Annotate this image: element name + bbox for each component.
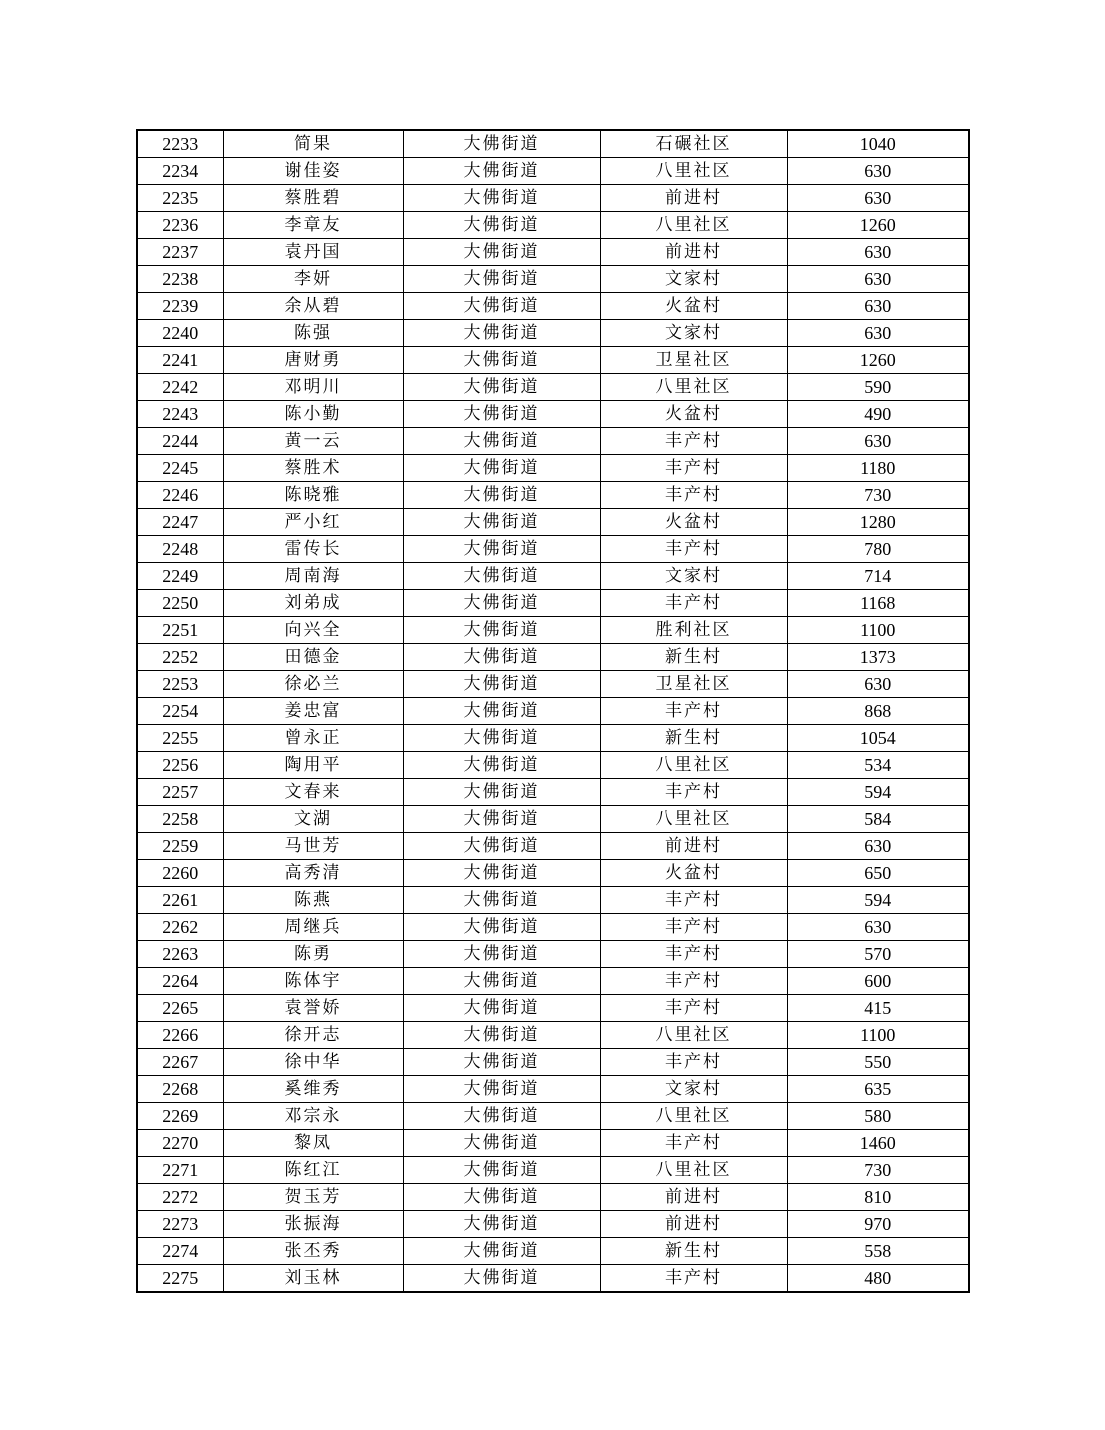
row-number-cell: 2233	[137, 130, 223, 158]
row-number-cell: 2236	[137, 212, 223, 239]
row-number-cell: 2269	[137, 1103, 223, 1130]
name-cell: 曾永正	[223, 725, 403, 752]
row-number-cell: 2259	[137, 833, 223, 860]
row-number-cell: 2256	[137, 752, 223, 779]
community-cell: 八里社区	[600, 374, 787, 401]
street-cell: 大佛街道	[403, 1103, 600, 1130]
street-cell: 大佛街道	[403, 1022, 600, 1049]
street-cell: 大佛街道	[403, 698, 600, 725]
table-row	[137, 536, 969, 563]
amount-cell: 1260	[787, 212, 969, 239]
street-cell: 大佛街道	[403, 806, 600, 833]
table-row	[137, 1103, 969, 1130]
name-cell: 周继兵	[223, 914, 403, 941]
table-row	[137, 1022, 969, 1049]
amount-cell: 630	[787, 158, 969, 185]
name-cell: 陈晓雅	[223, 482, 403, 509]
amount-cell: 630	[787, 914, 969, 941]
amount-cell: 630	[787, 185, 969, 212]
row-number-cell: 2273	[137, 1211, 223, 1238]
street-cell: 大佛街道	[403, 455, 600, 482]
community-cell: 丰产村	[600, 455, 787, 482]
street-cell: 大佛街道	[403, 401, 600, 428]
name-cell: 袁丹国	[223, 239, 403, 266]
street-cell: 大佛街道	[403, 725, 600, 752]
row-number-cell: 2251	[137, 617, 223, 644]
name-cell: 邓宗永	[223, 1103, 403, 1130]
row-number-cell: 2263	[137, 941, 223, 968]
amount-cell: 534	[787, 752, 969, 779]
table-row	[137, 698, 969, 725]
table-row	[137, 347, 969, 374]
street-cell: 大佛街道	[403, 1238, 600, 1265]
amount-cell: 558	[787, 1238, 969, 1265]
row-number-cell: 2257	[137, 779, 223, 806]
community-cell: 卫星社区	[600, 671, 787, 698]
table-row	[137, 995, 969, 1022]
name-cell: 张振海	[223, 1211, 403, 1238]
table-row	[137, 401, 969, 428]
street-cell: 大佛街道	[403, 1157, 600, 1184]
amount-cell: 630	[787, 266, 969, 293]
community-cell: 文家村	[600, 563, 787, 590]
name-cell: 刘玉林	[223, 1265, 403, 1293]
community-cell: 胜利社区	[600, 617, 787, 644]
amount-cell: 868	[787, 698, 969, 725]
street-cell: 大佛街道	[403, 995, 600, 1022]
table-row	[137, 644, 969, 671]
amount-cell: 630	[787, 320, 969, 347]
name-cell: 严小红	[223, 509, 403, 536]
street-cell: 大佛街道	[403, 293, 600, 320]
name-cell: 田德金	[223, 644, 403, 671]
community-cell: 丰产村	[600, 941, 787, 968]
street-cell: 大佛街道	[403, 752, 600, 779]
street-cell: 大佛街道	[403, 779, 600, 806]
community-cell: 石碾社区	[600, 130, 787, 158]
community-cell: 火盆村	[600, 293, 787, 320]
row-number-cell: 2266	[137, 1022, 223, 1049]
table-row	[137, 860, 969, 887]
street-cell: 大佛街道	[403, 212, 600, 239]
street-cell: 大佛街道	[403, 158, 600, 185]
name-cell: 徐中华	[223, 1049, 403, 1076]
street-cell: 大佛街道	[403, 590, 600, 617]
row-number-cell: 2271	[137, 1157, 223, 1184]
amount-cell: 630	[787, 671, 969, 698]
community-cell: 丰产村	[600, 995, 787, 1022]
name-cell: 向兴全	[223, 617, 403, 644]
amount-cell: 730	[787, 482, 969, 509]
amount-cell: 1280	[787, 509, 969, 536]
community-cell: 新生村	[600, 1238, 787, 1265]
name-cell: 余从碧	[223, 293, 403, 320]
community-cell: 丰产村	[600, 536, 787, 563]
name-cell: 袁誉娇	[223, 995, 403, 1022]
street-cell: 大佛街道	[403, 1211, 600, 1238]
table-body	[137, 130, 969, 1292]
street-cell: 大佛街道	[403, 941, 600, 968]
row-number-cell: 2258	[137, 806, 223, 833]
row-number-cell: 2246	[137, 482, 223, 509]
table-row	[137, 914, 969, 941]
community-cell: 八里社区	[600, 1022, 787, 1049]
community-cell: 文家村	[600, 266, 787, 293]
street-cell: 大佛街道	[403, 968, 600, 995]
amount-cell: 600	[787, 968, 969, 995]
name-cell: 邓明川	[223, 374, 403, 401]
name-cell: 陈红江	[223, 1157, 403, 1184]
amount-cell: 780	[787, 536, 969, 563]
row-number-cell: 2234	[137, 158, 223, 185]
amount-cell: 415	[787, 995, 969, 1022]
community-cell: 火盆村	[600, 401, 787, 428]
community-cell: 火盆村	[600, 860, 787, 887]
row-number-cell: 2261	[137, 887, 223, 914]
amount-cell: 480	[787, 1265, 969, 1293]
amount-cell: 550	[787, 1049, 969, 1076]
name-cell: 黄一云	[223, 428, 403, 455]
row-number-cell: 2241	[137, 347, 223, 374]
amount-cell: 1100	[787, 1022, 969, 1049]
name-cell: 陈强	[223, 320, 403, 347]
name-cell: 李妍	[223, 266, 403, 293]
row-number-cell: 2260	[137, 860, 223, 887]
amount-cell: 1460	[787, 1130, 969, 1157]
street-cell: 大佛街道	[403, 320, 600, 347]
row-number-cell: 2265	[137, 995, 223, 1022]
community-cell: 前进村	[600, 1211, 787, 1238]
name-cell: 文湖	[223, 806, 403, 833]
row-number-cell: 2248	[137, 536, 223, 563]
row-number-cell: 2247	[137, 509, 223, 536]
name-cell: 文春来	[223, 779, 403, 806]
name-cell: 蔡胜碧	[223, 185, 403, 212]
table-row	[137, 212, 969, 239]
amount-cell: 810	[787, 1184, 969, 1211]
table-row	[137, 320, 969, 347]
table-row	[137, 428, 969, 455]
name-cell: 唐财勇	[223, 347, 403, 374]
table-row	[137, 833, 969, 860]
street-cell: 大佛街道	[403, 914, 600, 941]
amount-cell: 1168	[787, 590, 969, 617]
community-cell: 八里社区	[600, 1103, 787, 1130]
community-cell: 丰产村	[600, 482, 787, 509]
table-row	[137, 590, 969, 617]
community-cell: 新生村	[600, 644, 787, 671]
amount-cell: 490	[787, 401, 969, 428]
row-number-cell: 2243	[137, 401, 223, 428]
street-cell: 大佛街道	[403, 374, 600, 401]
data-table	[136, 129, 970, 1293]
street-cell: 大佛街道	[403, 428, 600, 455]
name-cell: 李章友	[223, 212, 403, 239]
table-row	[137, 158, 969, 185]
street-cell: 大佛街道	[403, 1265, 600, 1293]
community-cell: 丰产村	[600, 1265, 787, 1293]
name-cell: 陈小勤	[223, 401, 403, 428]
name-cell: 刘弟成	[223, 590, 403, 617]
row-number-cell: 2239	[137, 293, 223, 320]
row-number-cell: 2252	[137, 644, 223, 671]
amount-cell: 630	[787, 239, 969, 266]
table-row	[137, 887, 969, 914]
street-cell: 大佛街道	[403, 509, 600, 536]
street-cell: 大佛街道	[403, 239, 600, 266]
amount-cell: 584	[787, 806, 969, 833]
table-row	[137, 1265, 969, 1293]
community-cell: 卫星社区	[600, 347, 787, 374]
street-cell: 大佛街道	[403, 833, 600, 860]
row-number-cell: 2250	[137, 590, 223, 617]
amount-cell: 635	[787, 1076, 969, 1103]
street-cell: 大佛街道	[403, 1130, 600, 1157]
amount-cell: 570	[787, 941, 969, 968]
name-cell: 陶用平	[223, 752, 403, 779]
table-row	[137, 1238, 969, 1265]
street-cell: 大佛街道	[403, 347, 600, 374]
street-cell: 大佛街道	[403, 860, 600, 887]
street-cell: 大佛街道	[403, 1184, 600, 1211]
amount-cell: 1040	[787, 130, 969, 158]
community-cell: 八里社区	[600, 212, 787, 239]
name-cell: 周南海	[223, 563, 403, 590]
row-number-cell: 2272	[137, 1184, 223, 1211]
name-cell: 徐开志	[223, 1022, 403, 1049]
name-cell: 陈体宇	[223, 968, 403, 995]
table-row	[137, 779, 969, 806]
row-number-cell: 2255	[137, 725, 223, 752]
amount-cell: 580	[787, 1103, 969, 1130]
name-cell: 蔡胜术	[223, 455, 403, 482]
table-row	[137, 1184, 969, 1211]
community-cell: 火盆村	[600, 509, 787, 536]
street-cell: 大佛街道	[403, 563, 600, 590]
name-cell: 奚维秀	[223, 1076, 403, 1103]
row-number-cell: 2264	[137, 968, 223, 995]
table-row	[137, 671, 969, 698]
community-cell: 丰产村	[600, 698, 787, 725]
table-row	[137, 806, 969, 833]
amount-cell: 630	[787, 428, 969, 455]
street-cell: 大佛街道	[403, 1076, 600, 1103]
street-cell: 大佛街道	[403, 617, 600, 644]
name-cell: 姜忠富	[223, 698, 403, 725]
row-number-cell: 2262	[137, 914, 223, 941]
street-cell: 大佛街道	[403, 887, 600, 914]
amount-cell: 1100	[787, 617, 969, 644]
street-cell: 大佛街道	[403, 1049, 600, 1076]
amount-cell: 650	[787, 860, 969, 887]
community-cell: 新生村	[600, 725, 787, 752]
street-cell: 大佛街道	[403, 185, 600, 212]
street-cell: 大佛街道	[403, 536, 600, 563]
community-cell: 八里社区	[600, 158, 787, 185]
amount-cell: 730	[787, 1157, 969, 1184]
row-number-cell: 2237	[137, 239, 223, 266]
community-cell: 八里社区	[600, 1157, 787, 1184]
row-number-cell: 2254	[137, 698, 223, 725]
name-cell: 马世芳	[223, 833, 403, 860]
row-number-cell: 2274	[137, 1238, 223, 1265]
name-cell: 贺玉芳	[223, 1184, 403, 1211]
row-number-cell: 2238	[137, 266, 223, 293]
community-cell: 前进村	[600, 239, 787, 266]
row-number-cell: 2275	[137, 1265, 223, 1293]
community-cell: 丰产村	[600, 779, 787, 806]
name-cell: 陈勇	[223, 941, 403, 968]
community-cell: 丰产村	[600, 1049, 787, 1076]
amount-cell: 970	[787, 1211, 969, 1238]
table-row	[137, 617, 969, 644]
community-cell: 前进村	[600, 1184, 787, 1211]
community-cell: 文家村	[600, 320, 787, 347]
street-cell: 大佛街道	[403, 644, 600, 671]
table-row	[137, 752, 969, 779]
name-cell: 徐必兰	[223, 671, 403, 698]
community-cell: 文家村	[600, 1076, 787, 1103]
table-row	[137, 1211, 969, 1238]
name-cell: 简果	[223, 130, 403, 158]
street-cell: 大佛街道	[403, 671, 600, 698]
community-cell: 丰产村	[600, 428, 787, 455]
name-cell: 谢佳姿	[223, 158, 403, 185]
community-cell: 前进村	[600, 833, 787, 860]
amount-cell: 630	[787, 833, 969, 860]
community-cell: 八里社区	[600, 752, 787, 779]
amount-cell: 1260	[787, 347, 969, 374]
amount-cell: 1373	[787, 644, 969, 671]
name-cell: 张丕秀	[223, 1238, 403, 1265]
table-row	[137, 968, 969, 995]
name-cell: 雷传长	[223, 536, 403, 563]
street-cell: 大佛街道	[403, 482, 600, 509]
name-cell: 黎凤	[223, 1130, 403, 1157]
amount-cell: 630	[787, 293, 969, 320]
community-cell: 丰产村	[600, 590, 787, 617]
street-cell: 大佛街道	[403, 130, 600, 158]
table-row	[137, 941, 969, 968]
row-number-cell: 2242	[137, 374, 223, 401]
community-cell: 八里社区	[600, 806, 787, 833]
street-cell: 大佛街道	[403, 266, 600, 293]
table-row	[137, 293, 969, 320]
row-number-cell: 2240	[137, 320, 223, 347]
table-row	[137, 374, 969, 401]
amount-cell: 1180	[787, 455, 969, 482]
amount-cell: 714	[787, 563, 969, 590]
table-row	[137, 1076, 969, 1103]
community-cell: 前进村	[600, 185, 787, 212]
table-row	[137, 185, 969, 212]
row-number-cell: 2249	[137, 563, 223, 590]
table-row	[137, 1049, 969, 1076]
table-row	[137, 266, 969, 293]
community-cell: 丰产村	[600, 1130, 787, 1157]
row-number-cell: 2245	[137, 455, 223, 482]
table-row	[137, 509, 969, 536]
table-row	[137, 725, 969, 752]
amount-cell: 590	[787, 374, 969, 401]
amount-cell: 594	[787, 887, 969, 914]
row-number-cell: 2244	[137, 428, 223, 455]
row-number-cell: 2235	[137, 185, 223, 212]
table-row	[137, 563, 969, 590]
row-number-cell: 2267	[137, 1049, 223, 1076]
name-cell: 高秀清	[223, 860, 403, 887]
amount-cell: 1054	[787, 725, 969, 752]
name-cell: 陈燕	[223, 887, 403, 914]
community-cell: 丰产村	[600, 914, 787, 941]
row-number-cell: 2268	[137, 1076, 223, 1103]
community-cell: 丰产村	[600, 968, 787, 995]
table-row	[137, 482, 969, 509]
table-row	[137, 130, 969, 158]
community-cell: 丰产村	[600, 887, 787, 914]
amount-cell: 594	[787, 779, 969, 806]
table-row	[137, 239, 969, 266]
row-number-cell: 2253	[137, 671, 223, 698]
table-row	[137, 455, 969, 482]
row-number-cell: 2270	[137, 1130, 223, 1157]
table-row	[137, 1157, 969, 1184]
table-row	[137, 1130, 969, 1157]
